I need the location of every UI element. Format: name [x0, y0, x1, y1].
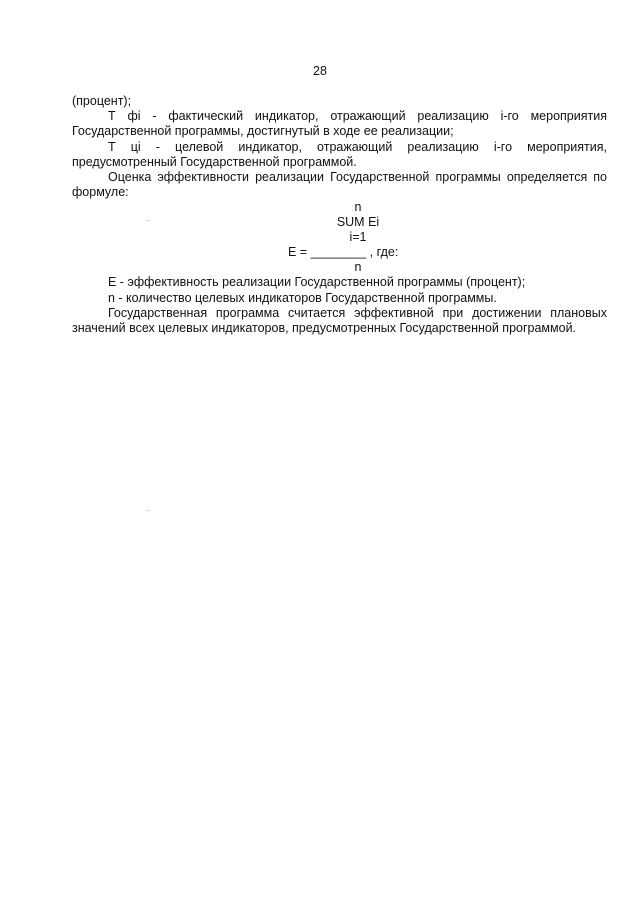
paragraph: Т цi - целевой индикатор, отражающий реализацию i-го мероприятия, предусмотренный Государственной программой. [72, 139, 607, 169]
scan-speck [148, 220, 149, 221]
paragraph: E - эффективность реализации Государственной программы (процент); [108, 275, 526, 290]
formula-denominator: n [354, 260, 362, 275]
scan-speck [148, 510, 149, 511]
paragraph: Оценка эффективности реализации Государственной программы определяется по формуле: [72, 170, 607, 200]
formula-upper-limit: n [354, 200, 362, 215]
formula-lower-limit: i=1 [349, 230, 367, 245]
paragraph: (процент); [72, 94, 132, 108]
paragraph: Т фi - фактический индикатор, отражающий реализацию i-го мероприятия Государственной программы, достигнутый в ходе ее реализации; [72, 109, 607, 139]
document-body [72, 94, 607, 336]
formula-sum: SUM Ei [336, 215, 380, 230]
formula-equation: E = ________ , где: [288, 245, 399, 260]
paragraph: Государственная программа считается эффективной при достижении плановых значений всех целевых индикаторов, предусмотренных Государственной программой. [72, 305, 607, 336]
paragraph: n - количество целевых индикаторов Государственной программы. [108, 290, 497, 305]
page-number: 28 [313, 64, 327, 78]
formula [72, 200, 607, 275]
